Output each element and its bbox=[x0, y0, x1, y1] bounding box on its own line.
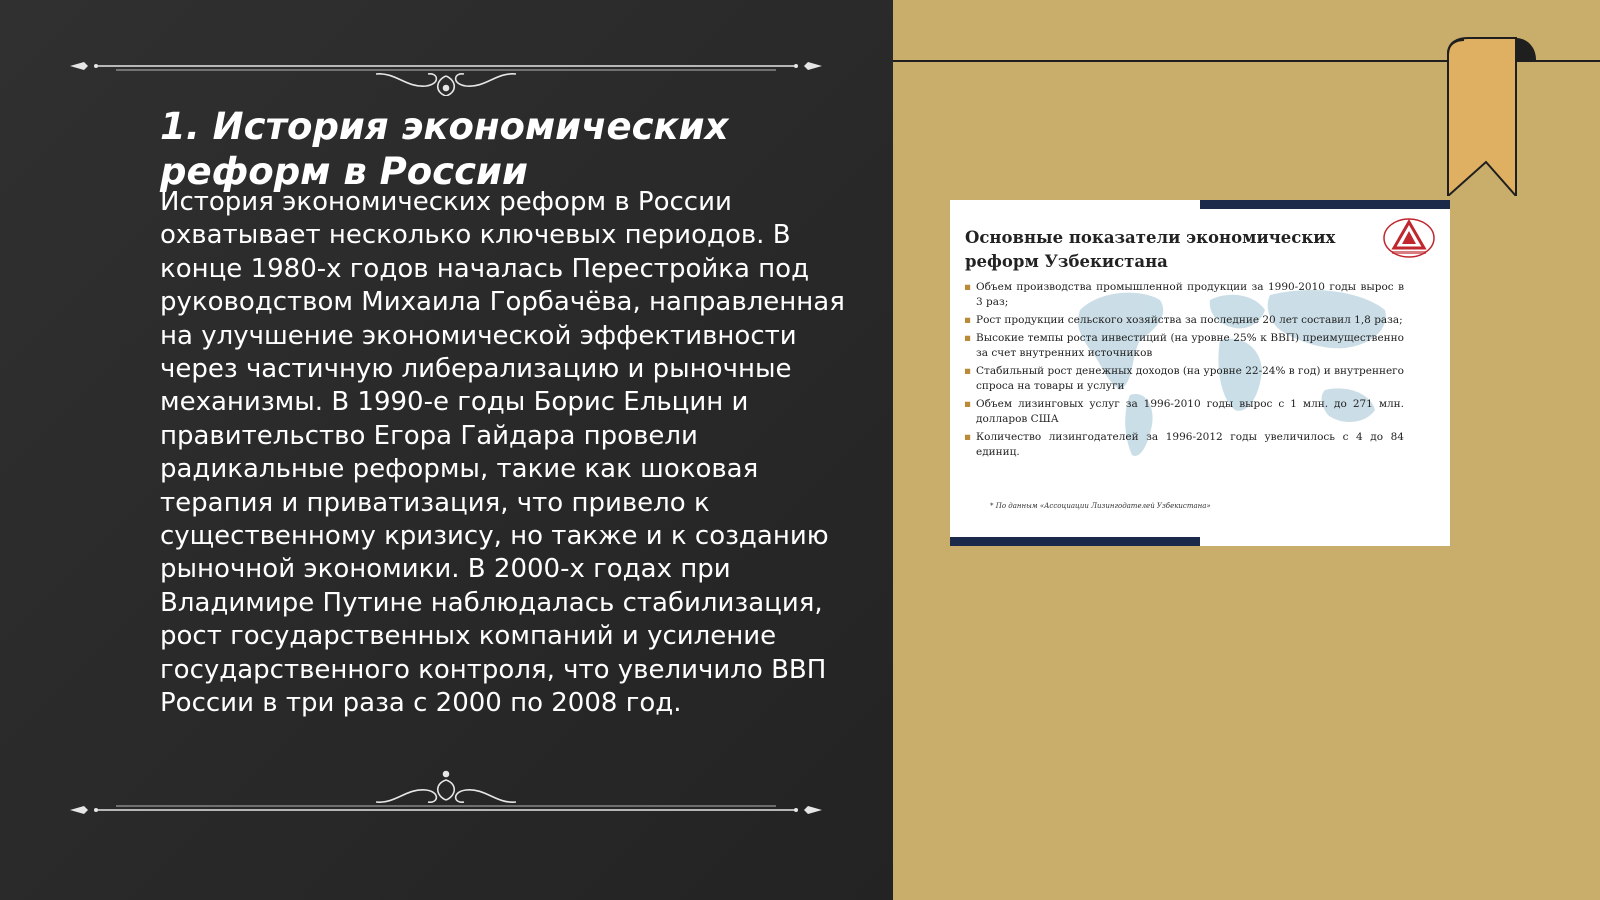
list-item: ▪ Количество лизингодателей за 1996-2012 годы увеличилось с 4 до 84 единиц. bbox=[964, 431, 1404, 458]
bullet-icon: ▪ bbox=[964, 365, 972, 377]
inset-slide-title: Основные показатели экономических реформ Узбекистана bbox=[965, 228, 1336, 271]
bullet-icon: ▪ bbox=[964, 431, 972, 443]
inset-slide-list bbox=[964, 280, 1404, 463]
list-item: ▪ Стабильный рост денежных доходов (на уровне 22-24% в год) и внутреннего спроса на товары и услуги bbox=[964, 365, 1404, 392]
slide-title: 1. История экономических реформ в России bbox=[160, 105, 729, 193]
card-bottom-bar bbox=[950, 537, 1200, 546]
list-item: ▪ Высокие темпы роста инвестиций (на уровне 25% к ВВП) преимущественно за счет внутренних источников bbox=[964, 332, 1404, 359]
inset-slide-footnote: * По данным «Ассоциации Лизингодателей Узбекистана» bbox=[990, 502, 1211, 510]
bottom-ornament-icon bbox=[66, 770, 826, 830]
card-top-bar bbox=[1200, 200, 1450, 209]
bullet-icon: ▪ bbox=[964, 332, 972, 344]
list-item: ▪ Рост продукции сельского хозяйства за последние 20 лет составил 1,8 раза; bbox=[964, 314, 1403, 326]
inset-slide-card bbox=[950, 200, 1450, 546]
top-ornament-icon bbox=[66, 36, 826, 96]
triangle-logo-icon bbox=[1382, 216, 1436, 260]
bullet-icon: ▪ bbox=[964, 314, 972, 326]
bullet-icon: ▪ bbox=[964, 281, 972, 293]
list-item: ▪ Объем лизинговых услуг за 1996-2010 годы вырос с 1 млн. до 271 млн. долларов США bbox=[964, 398, 1404, 425]
bullet-icon: ▪ bbox=[964, 398, 972, 410]
bookmark-icon bbox=[1436, 36, 1538, 196]
slide-body-text: История экономических реформ в России охватывает несколько ключевых периодов. В конце 1980-х годов началась Перестройка под руководством Михаила Горбачёва, направленная на улучшение экономической эффективности через частичную либерализацию и рыночные механизмы. В 1990-е годы Борис Ельцин и правительство Егора Гайдара провели радикальные реформы, такие как шоковая терапия и приватизация, что привело к существенному кризису, но также и к созданию рыночной экономики. В 2000-х годах при Владимире Путине наблюдалась стабилизация, рост государственных компаний и усиление государственного контроля, что увеличило ВВП России в три раза с 2000 по 2008 год. bbox=[160, 187, 845, 719]
list-item: ▪ Объем производства промышленной продукции за 1990-2010 годы вырос в 3 раз; bbox=[964, 281, 1404, 308]
